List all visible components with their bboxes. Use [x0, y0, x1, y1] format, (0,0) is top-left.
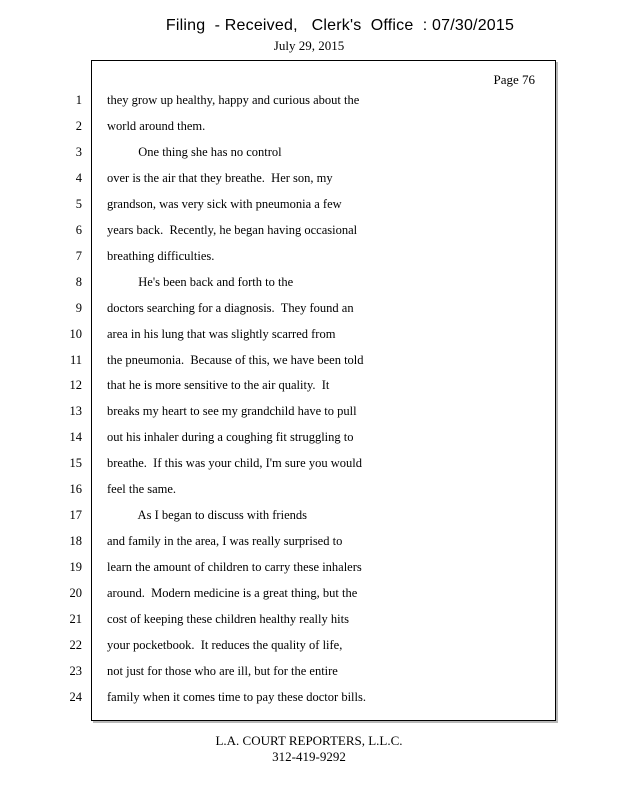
transcript-line — [0, 93, 618, 111]
line-text: around. Modern medicine is a great thing, but the — [107, 586, 358, 600]
transcript-line — [0, 353, 618, 371]
transcript-line — [0, 171, 618, 189]
page-number: Page 76 — [493, 72, 535, 87]
transcript-line — [0, 430, 618, 448]
transcript-line — [0, 249, 618, 267]
transcript-line — [0, 560, 618, 578]
line-text: breathing difficulties. — [107, 248, 215, 263]
transcript-line — [0, 327, 618, 345]
line-number: 7 — [75, 248, 82, 263]
transcript-line — [0, 534, 618, 552]
line-text: He's been back and forth to the — [107, 274, 294, 289]
line-number: 11 — [69, 352, 82, 367]
line-number: 10 — [69, 326, 82, 341]
transcript-line — [0, 508, 618, 526]
line-text: that he is more sensitive to the air quality. It — [107, 378, 330, 393]
line-text: feel the same. — [107, 482, 177, 497]
transcript-line — [0, 456, 618, 474]
line-text: breathe. If this was your child, I'm sure you would — [107, 456, 362, 471]
transcript-line — [0, 301, 618, 319]
line-number: 15 — [69, 456, 82, 471]
transcript-line — [0, 378, 618, 396]
line-number: 18 — [69, 534, 82, 549]
filing-stamp: Filing - Received, Clerk's Office : 07/30/2015 — [165, 17, 515, 34]
line-number: 17 — [69, 508, 82, 523]
transcript-line — [0, 145, 618, 163]
transcript-line — [0, 223, 618, 241]
line-number: 2 — [75, 119, 82, 133]
line-text: years back. Recently, he began having occasional — [107, 222, 358, 237]
line-number: 16 — [69, 482, 82, 497]
line-text: out his inhaler during a coughing fit struggling to — [107, 430, 354, 445]
transcript-date: July 29, 2015 — [273, 38, 345, 53]
line-number: 9 — [75, 300, 82, 315]
line-text: One thing she has no control — [107, 144, 282, 159]
line-text: not just for those who are ill, but for the entire — [107, 663, 338, 678]
line-text: family when it comes time to pay these doctor bills. — [107, 689, 366, 704]
line-text: they grow up healthy, happy and curious about the — [107, 93, 360, 107]
line-number: 23 — [69, 663, 82, 678]
line-text: your pocketbook. It reduces the quality of life, — [107, 637, 343, 652]
transcript-line — [0, 275, 618, 293]
line-text: world around them. — [107, 119, 206, 133]
transcript-line — [0, 404, 618, 422]
line-text: the pneumonia. Because of this, we have been told — [107, 352, 364, 367]
line-text: As I began to discuss with friends — [107, 508, 307, 523]
line-number: 12 — [69, 378, 82, 393]
line-text: doctors searching for a diagnosis. They found an — [107, 300, 354, 315]
transcript-line — [0, 197, 618, 215]
line-text: grandson, was very sick with pneumonia a few — [107, 196, 342, 211]
line-number: 8 — [75, 274, 82, 289]
transcript-line — [0, 664, 618, 682]
line-number: 1 — [75, 93, 82, 107]
line-text: learn the amount of children to carry these inhalers — [107, 560, 362, 575]
line-number: 4 — [75, 170, 82, 185]
line-text: area in his lung that was slightly scarred from — [107, 326, 336, 341]
transcript-line — [0, 482, 618, 500]
footer-phone: 312-419-9292 — [272, 749, 346, 764]
transcript-line — [0, 119, 618, 137]
transcript-line — [0, 612, 618, 630]
line-number: 6 — [75, 222, 82, 237]
transcript-line — [0, 690, 618, 708]
line-number: 20 — [69, 586, 82, 600]
line-text: breaks my heart to see my grandchild have to pull — [107, 404, 357, 419]
line-text: over is the air that they breathe. Her son, my — [107, 170, 333, 185]
transcript-line — [0, 638, 618, 656]
line-number: 21 — [69, 612, 82, 626]
transcript-line — [0, 586, 618, 604]
line-number: 14 — [69, 430, 82, 445]
line-number: 5 — [75, 196, 82, 211]
line-number: 3 — [75, 144, 82, 159]
line-number: 22 — [69, 637, 82, 652]
line-number: 19 — [69, 560, 82, 575]
line-number: 13 — [69, 404, 82, 419]
line-text: and family in the area, I was really surprised to — [107, 534, 343, 549]
line-text: cost of keeping these children healthy really hits — [107, 612, 349, 626]
line-number: 24 — [69, 689, 82, 704]
footer-company: L.A. COURT REPORTERS, L.L.C. — [215, 733, 403, 748]
